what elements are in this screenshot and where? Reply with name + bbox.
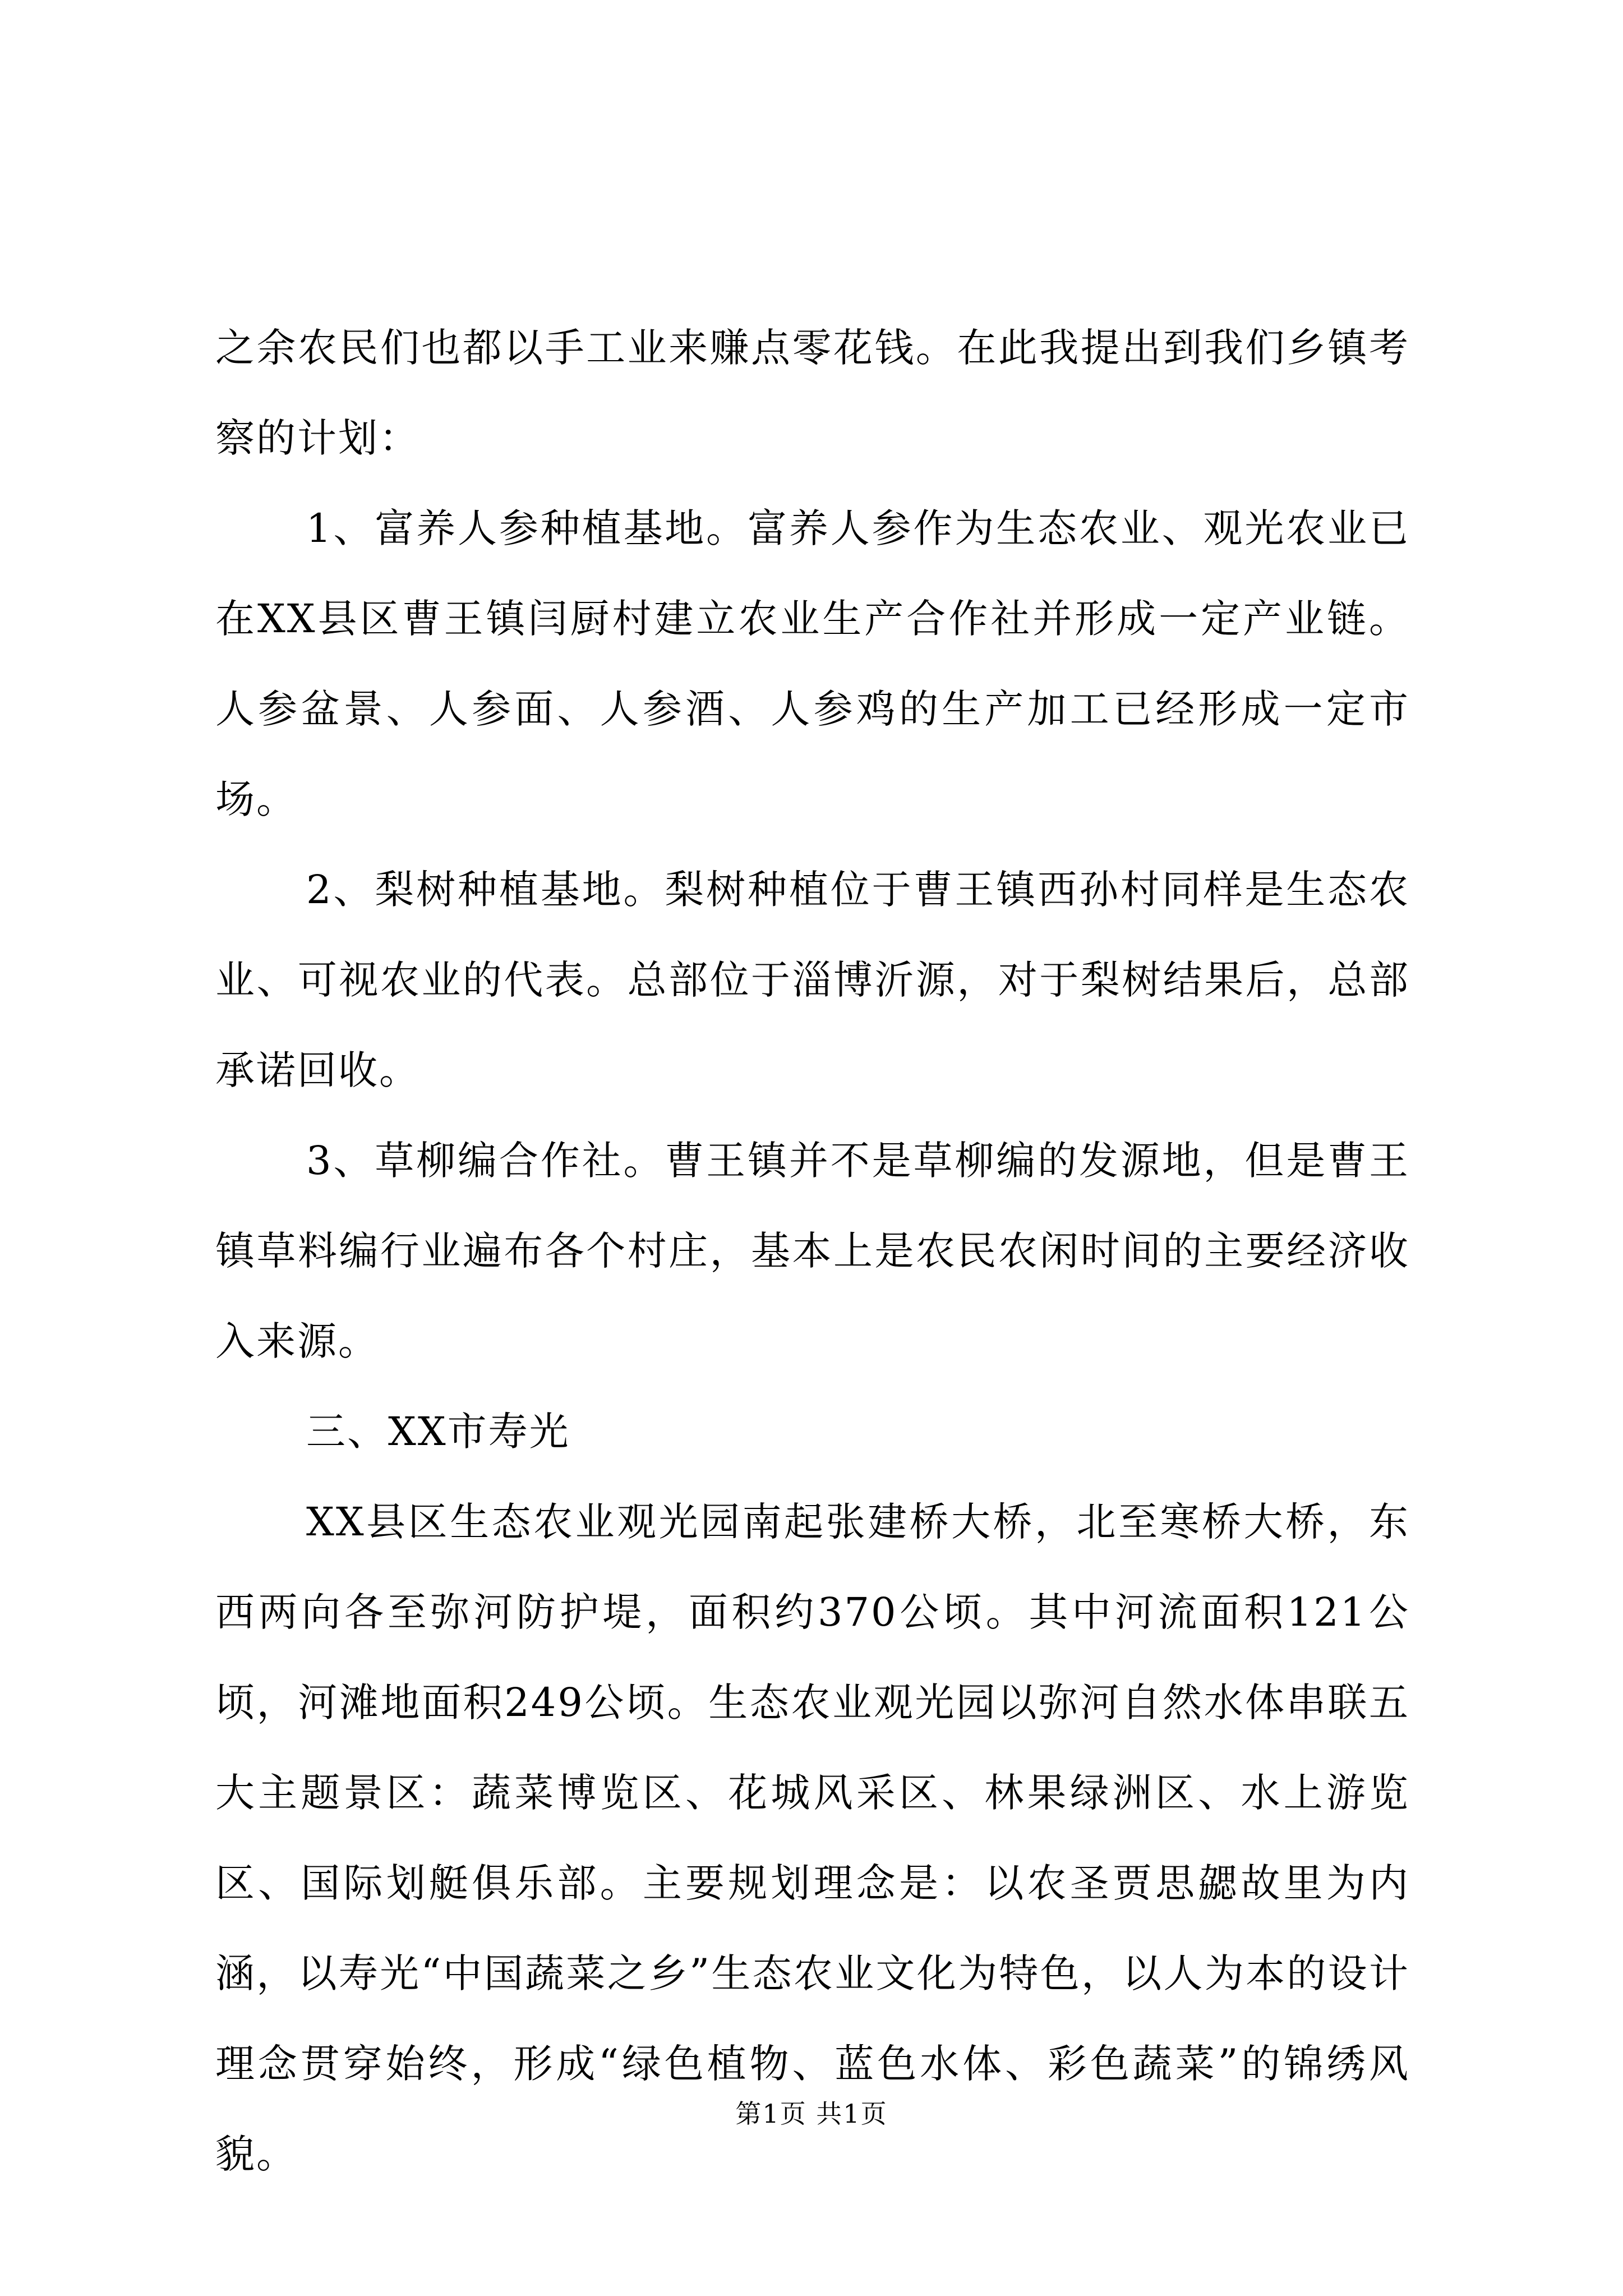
section-heading: 三、XX市寿光: [306, 1409, 570, 1455]
paragraph-section-body: XX县区生态农业观光园南起张建桥大桥，北至寒桥大桥，东西两向各至弥河防护堤，面积约370公顷。其中河流面积121公顷，河滩地面积249公顷。生态农业观光园以弥河自然水体串联五大主题景区：蔬菜博览区、花城风采区、林果绿洲区、水上游览区、国际划艇俱乐部。主要规划理念是：以农圣贾思勰故里为内涵，以寿光“中国蔬菜之乡”生态农业文化为特色，以人为本的设计理念贯穿始终，形成“绿色植物、蓝色水体、彩色蔬菜”的锦绣风貌。: [215, 1499, 1410, 2177]
paragraph-continuation: 之余农民们也都以手工业来赚点零花钱。在此我提出到我们乡镇考察的计划：: [215, 325, 1410, 461]
paragraph-item-1: 1、富养人参种植基地。富养人参作为生态农业、观光农业已在XX县区曹王镇闫厨村建立农业生产合作社并形成一定产业链。人参盆景、人参面、人参酒、人参鸡的生产加工已经形成一定市场。: [215, 505, 1410, 822]
paragraph-item-2: 2、梨树种植基地。梨树种植位于曹王镇西孙村同样是生态农业、可视农业的代表。总部位于淄博沂源，对于梨树结果后，总部承诺回收。: [215, 867, 1410, 1093]
document-body: [215, 303, 1410, 2200]
page-footer: 第1页 共1页: [735, 2099, 888, 2129]
paragraph-item-3: 3、草柳编合作社。曹王镇并不是草柳编的发源地，但是曹王镇草料编行业遍布各个村庄，基本上是农民农闲时间的主要经济收入来源。: [215, 1138, 1410, 1364]
